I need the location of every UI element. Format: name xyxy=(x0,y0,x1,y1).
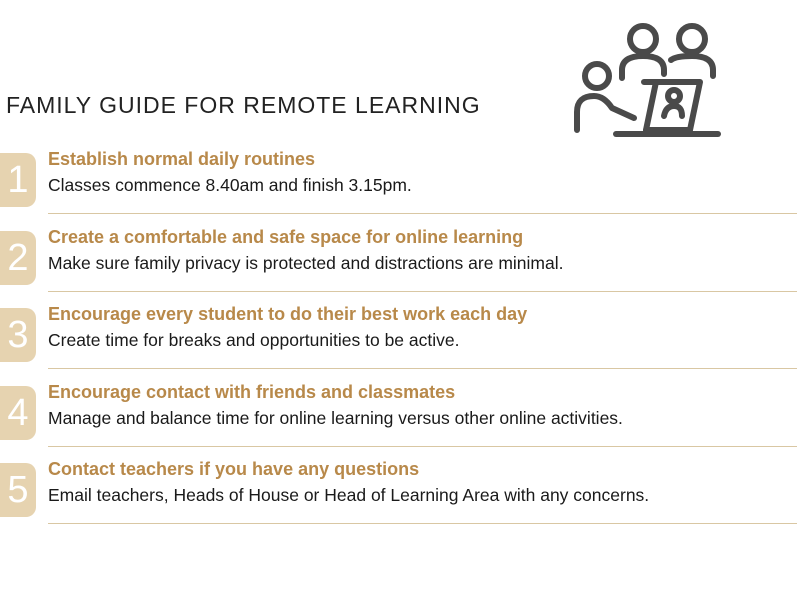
divider xyxy=(48,446,797,447)
step-number-badge: 4 xyxy=(0,386,36,440)
step-number-badge: 5 xyxy=(0,463,36,517)
step-1 xyxy=(0,149,799,231)
divider xyxy=(48,523,797,524)
step-3 xyxy=(0,304,799,386)
step-4 xyxy=(0,382,799,464)
step-number-badge: 3 xyxy=(0,308,36,362)
step-title: Establish normal daily routines xyxy=(48,149,316,169)
step-description: Make sure family privacy is protected and distractions are minimal. xyxy=(48,253,564,273)
divider xyxy=(48,213,797,214)
family-remote-learning-icon xyxy=(570,12,722,140)
step-description: Manage and balance time for online learning versus other online activities. xyxy=(48,408,623,428)
divider xyxy=(48,291,797,292)
step-2 xyxy=(0,227,799,309)
step-description: Create time for breaks and opportunities to be active. xyxy=(48,330,460,350)
step-description: Classes commence 8.40am and finish 3.15pm. xyxy=(48,175,412,195)
step-number-badge: 1 xyxy=(0,153,36,207)
step-5 xyxy=(0,459,799,541)
divider xyxy=(48,368,797,369)
page-title: FAMILY GUIDE FOR REMOTE LEARNING xyxy=(6,92,481,118)
step-title: Contact teachers if you have any questions xyxy=(48,459,420,479)
step-title: Encourage contact with friends and classmates xyxy=(48,382,456,402)
step-number-badge: 2 xyxy=(0,231,36,285)
step-title: Encourage every student to do their best work each day xyxy=(48,304,528,324)
step-title: Create a comfortable and safe space for online learning xyxy=(48,227,524,247)
step-description: Email teachers, Heads of House or Head of Learning Area with any concerns. xyxy=(48,485,650,505)
